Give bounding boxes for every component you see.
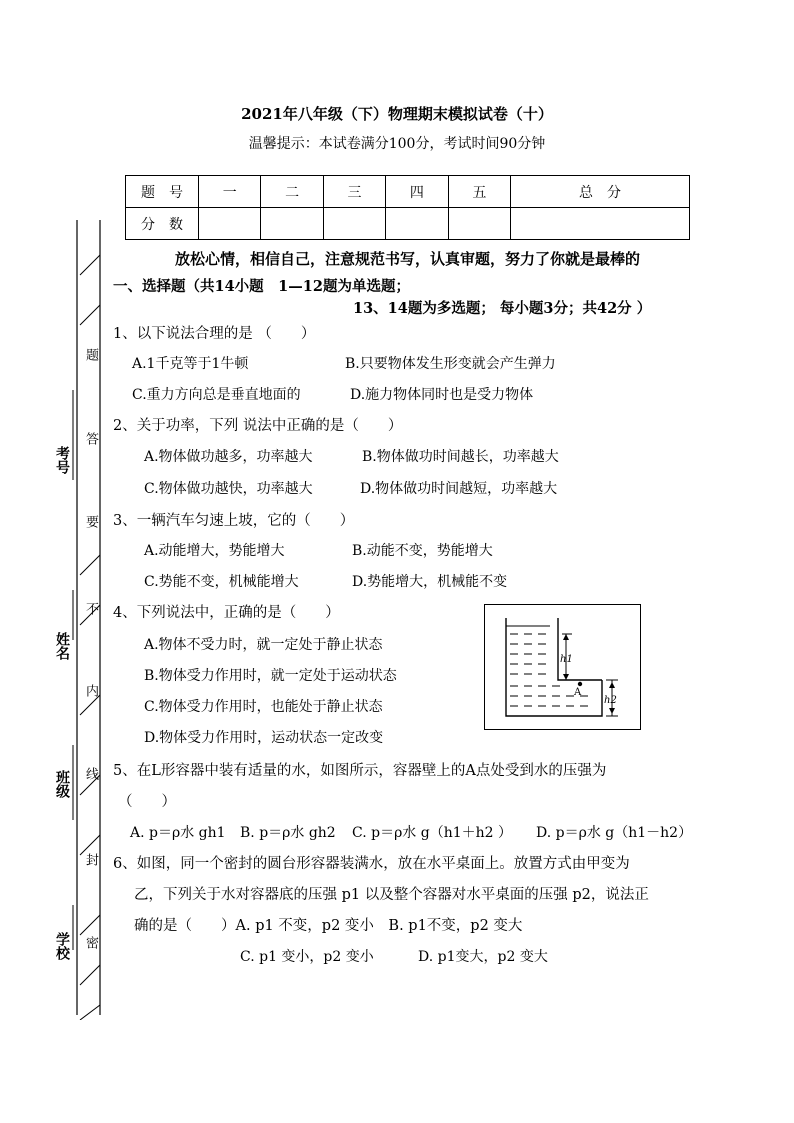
figure-label-h1: h1: [560, 654, 573, 665]
question-1-option-b: B.只要物体发生形变就会产生弹力: [345, 356, 556, 372]
exam-title: 2021年八年级（下）物理期末模拟试卷（十）: [241, 105, 553, 123]
question-2-option-a: A.物体做功越多，功率越大: [144, 449, 313, 465]
question-2-stem: 2、关于功率，下列 说法中正确的是（ ）: [113, 418, 403, 434]
question-5-option-c: C. p＝ρ水 g（h1＋h2 ）: [352, 825, 513, 841]
question-4-stem: 4、下列说法中，正确的是（ ）: [113, 605, 340, 621]
question-5-option-a: A. p＝ρ水 gh1: [130, 825, 226, 841]
score-cell-3: 三: [323, 176, 385, 208]
score-table-header-row: [126, 176, 690, 208]
binding-char-8: 密: [83, 936, 98, 949]
binding-char-4: 不: [83, 602, 98, 615]
side-label-name: 姓名: [54, 632, 70, 660]
binding-char-1: 题: [83, 348, 98, 361]
score-cell-4: 四: [386, 176, 448, 208]
side-label-class: 班级: [54, 770, 70, 798]
score-table: [125, 175, 690, 240]
score-input-4[interactable]: [386, 208, 448, 240]
score-input-3[interactable]: [323, 208, 385, 240]
question-2-option-c: C.物体做功越快，功率越大: [144, 481, 313, 497]
question-4-option-d: D.物体受力作用时，运动状态一定改变: [144, 730, 384, 746]
question-3-stem: 3、一辆汽车匀速上坡，它的（ ）: [113, 513, 355, 529]
score-input-2[interactable]: [261, 208, 323, 240]
question-3-option-d: D.势能增大，机械能不变: [352, 574, 508, 590]
question-6-option-d: D. p1变大，p2 变大: [418, 949, 548, 965]
question-2-option-d: D.物体做功时间越短，功率越大: [360, 481, 558, 497]
question-5-option-d: D. p＝ρ水 g（h1－h2）: [536, 825, 693, 841]
question-5-stem: 5、在L形容器中装有适量的水，如图所示，容器壁上的A点处受到水的压强为: [113, 763, 607, 779]
score-input-total[interactable]: [511, 208, 690, 240]
binding-char-2: 答: [83, 432, 98, 445]
l-container-figure: [484, 604, 641, 730]
motto: 放松心情，相信自己，注意规范书写，认真审题，努力了你就是最棒的: [175, 250, 641, 268]
score-input-1[interactable]: [199, 208, 261, 240]
score-row-label: 分 数: [126, 208, 199, 240]
score-cell-1: 一: [199, 176, 261, 208]
question-2-option-b: B.物体做功时间越长，功率越大: [362, 449, 559, 465]
binding-margin: [60, 215, 105, 1020]
binding-char-7: 封: [83, 853, 98, 866]
section-heading-line2: 13、14题为多选题； 每小题3分；共42分 ）: [353, 300, 652, 317]
figure-label-h2: h2: [604, 695, 617, 706]
score-cell-2: 二: [261, 176, 323, 208]
side-label-school: 学校: [54, 932, 70, 960]
score-table-score-row: [126, 208, 690, 240]
question-4-option-a: A.物体不受力时，就一定处于静止状态: [144, 637, 383, 653]
question-4-option-b: B.物体受力作用时，就一定处于运动状态: [144, 668, 397, 684]
question-1-option-c: C.重力方向总是垂直地面的: [132, 387, 301, 403]
question-3-option-a: A.动能增大，势能增大: [144, 543, 285, 559]
score-cell-label: 题 号: [126, 176, 199, 208]
side-label-exam-number: 考号: [54, 446, 70, 474]
question-1-option-a: A.1千克等于1牛顿: [132, 356, 249, 372]
binding-char-3: 要: [83, 515, 98, 528]
question-5-option-b: B. p＝ρ水 gh2: [240, 825, 336, 841]
question-6-option-c: C. p1 变小，p2 变小: [240, 949, 374, 965]
question-5-stem-bracket: （ ）: [118, 794, 176, 810]
score-cell-5: 五: [448, 176, 510, 208]
question-1-stem: 1、以下说法合理的是 （ ）: [113, 326, 316, 342]
question-3-option-c: C.势能不变，机械能增大: [144, 574, 299, 590]
binding-char-5: 内: [83, 684, 98, 697]
section-heading-line1: 一、选择题（共14小题 1—12题为单选题；: [113, 278, 410, 295]
question-4-option-c: C.物体受力作用时，也能处于静止状态: [144, 699, 383, 715]
question-6-stem-line3: 确的是（ ）A. p1 不变，p2 变小 B. p1不变，p2 变大: [134, 918, 523, 934]
question-3-option-b: B.动能不变，势能增大: [352, 543, 493, 559]
figure-label-a: A: [574, 687, 582, 698]
score-input-5[interactable]: [448, 208, 510, 240]
question-6-stem-line2: 乙，下列关于水对容器底的压强 p1 以及整个容器对水平桌面的压强 p2，说法正: [134, 887, 649, 903]
binding-char-6: 线: [83, 767, 98, 780]
exam-tip: 温馨提示：本试卷满分100分，考试时间90分钟: [248, 136, 546, 152]
score-cell-total: 总 分: [511, 176, 690, 208]
question-1-option-d: D.施力物体同时也是受力物体: [350, 387, 534, 403]
question-6-stem: 6、如图，同一个密封的圆台形容器装满水，放在水平桌面上。放置方式由甲变为: [113, 856, 630, 872]
